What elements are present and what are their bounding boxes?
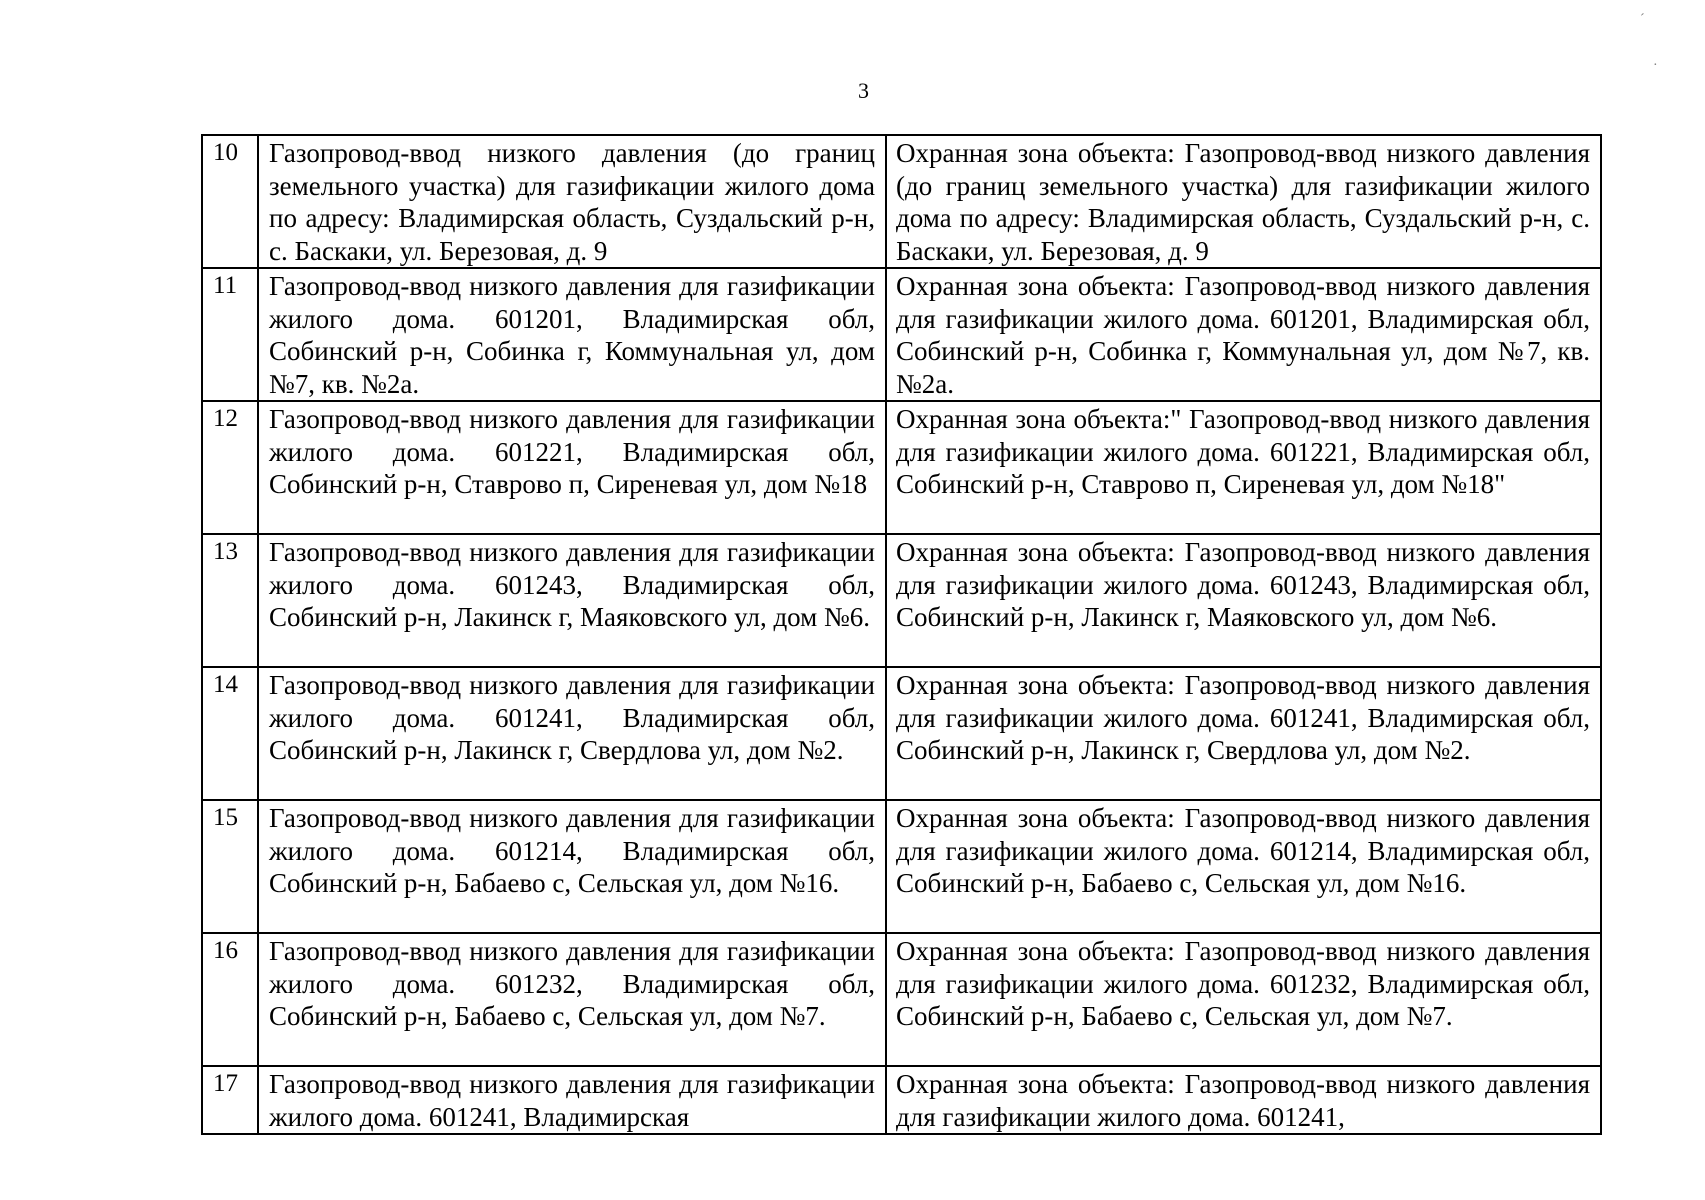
row-number: 11 [202, 268, 258, 401]
page-number: 3 [858, 78, 869, 103]
table-row [202, 800, 1601, 933]
protection-zone: Охранная зона объекта: Газопровод-ввод низкого давления для газификации жилого дома. 601241, [886, 1066, 1601, 1134]
scan-speck: · [1653, 58, 1658, 73]
protection-zone: Охранная зона объекта: Газопровод-ввод низкого давления для газификации жилого дома. 601201, Владимирская обл, Собинский р-н, Собинка г, Коммунальная ул, дом №7, кв. №2а. [886, 268, 1601, 401]
scan-speck: ˊ [1640, 12, 1645, 27]
row-number: 13 [202, 534, 258, 667]
table-row [202, 1066, 1601, 1134]
objects-table [201, 134, 1602, 1135]
row-number: 16 [202, 933, 258, 1066]
row-number: 12 [202, 401, 258, 534]
row-number: 17 [202, 1066, 258, 1134]
table-row [202, 933, 1601, 1066]
object-description: Газопровод-ввод низкого давления для газификации жилого дома. 601243, Владимирская обл, Собинский р-н, Лакинск г, Маяковского ул, дом №6. [258, 534, 886, 667]
protection-zone: Охранная зона объекта: Газопровод-ввод низкого давления для газификации жилого дома. 601232, Владимирская обл, Собинский р-н, Бабаево с, Сельская ул, дом №7. [886, 933, 1601, 1066]
object-description: Газопровод-ввод низкого давления для газификации жилого дома. 601214, Владимирская обл, Собинский р-н, Бабаево с, Сельская ул, дом №16. [258, 800, 886, 933]
row-number: 15 [202, 800, 258, 933]
object-description: Газопровод-ввод низкого давления для газификации жилого дома. 601241, Владимирская [258, 1066, 886, 1134]
row-number: 10 [202, 135, 258, 268]
object-description: Газопровод-ввод низкого давления (до границ земельного участка) для газификации жилого дома по адресу: Владимирская область, Суздальский р-н, с. Баскаки, ул. Березовая, д. 9 [258, 135, 886, 268]
table-row [202, 401, 1601, 534]
protection-zone: Охранная зона объекта: Газопровод-ввод низкого давления для газификации жилого дома. 601214, Владимирская обл, Собинский р-н, Бабаево с, Сельская ул, дом №16. [886, 800, 1601, 933]
table-row [202, 268, 1601, 401]
protection-zone: Охранная зона объекта:" Газопровод-ввод низкого давления для газификации жилого дома. 601221, Владимирская обл, Собинский р-н, Ставрово п, Сиреневая ул, дом №18" [886, 401, 1601, 534]
protection-zone: Охранная зона объекта: Газопровод-ввод низкого давления для газификации жилого дома. 601243, Владимирская обл, Собинский р-н, Лакинск г, Маяковского ул, дом №6. [886, 534, 1601, 667]
object-description: Газопровод-ввод низкого давления для газификации жилого дома. 601201, Владимирская обл, Собинский р-н, Собинка г, Коммунальная ул, дом №7, кв. №2а. [258, 268, 886, 401]
object-description: Газопровод-ввод низкого давления для газификации жилого дома. 601221, Владимирская обл, Собинский р-н, Ставрово п, Сиреневая ул, дом №18 [258, 401, 886, 534]
table-row [202, 534, 1601, 667]
protection-zone: Охранная зона объекта: Газопровод-ввод низкого давления (до границ земельного участка) для газификации жилого дома по адресу: Владимирская область, Суздальский р-н, с. Баскаки, ул. Березовая, д. 9 [886, 135, 1601, 268]
protection-zone: Охранная зона объекта: Газопровод-ввод низкого давления для газификации жилого дома. 601241, Владимирская обл, Собинский р-н, Лакинск г, Свердлова ул, дом №2. [886, 667, 1601, 800]
table-row [202, 667, 1601, 800]
object-description: Газопровод-ввод низкого давления для газификации жилого дома. 601241, Владимирская обл, Собинский р-н, Лакинск г, Свердлова ул, дом №2. [258, 667, 886, 800]
row-number: 14 [202, 667, 258, 800]
object-description: Газопровод-ввод низкого давления для газификации жилого дома. 601232, Владимирская обл, Собинский р-н, Бабаево с, Сельская ул, дом №7. [258, 933, 886, 1066]
table-row [202, 135, 1601, 268]
